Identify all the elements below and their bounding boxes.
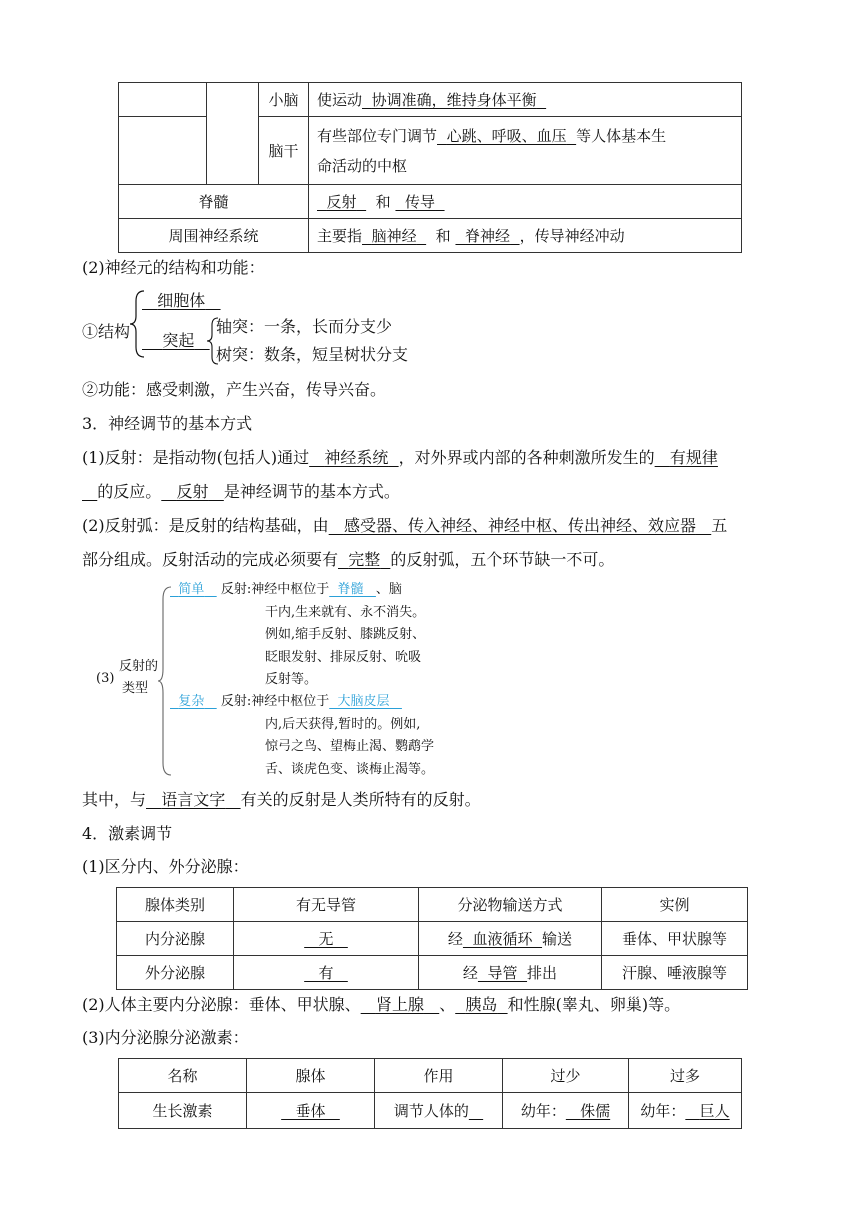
table-cell (207, 83, 259, 185)
answer-blank: 脊神经 (465, 227, 511, 245)
spinal-cord-label: 脊髓 (119, 185, 309, 219)
section-3-heading: 3．神经调节的基本方式 (82, 414, 253, 433)
neuron-function: ②功能：感受刺激，产生兴奋，传导兴奋。 (82, 380, 387, 399)
answer-blank: 传导 (405, 193, 436, 211)
hormone-heading: (3)内分泌腺分泌激素： (82, 1028, 249, 1047)
gland-heading: (1)区分内、外分泌腺： (82, 857, 249, 876)
brainstem-function: 有些部位专门调节 心跳、呼吸、血压 等人体基本生 命活动的中枢 (309, 117, 742, 185)
table-row: 生长激素 垂体 调节人体的 幼年： 侏儒 幼年： 巨人 (119, 1093, 742, 1129)
reflex-arc-line-2: 部分组成。反射活动的完成必须要有 完整 的反射弧，五个环节缺一不可。 (82, 550, 615, 569)
answer-blank: 协调准确，维持身体平衡 (371, 91, 537, 109)
table-cell (119, 117, 207, 185)
language-reflex-line: 其中，与 语言文字 有关的反射是人类所特有的反射。 (82, 790, 481, 809)
peripheral-nervous-label: 周围神经系统 (119, 219, 309, 253)
simple-reflex-block: 简单 反射:神经中枢位于 脊髓 、脑 干内,生来就有、永不消失。 例如,缩手反射、膝跳反射、 眨眼发射、排尿反射、吮吸 反射等。 (170, 579, 450, 692)
gland-header-type: 腺体类别 (117, 888, 234, 922)
brainstem-label: 脑干 (259, 117, 309, 185)
structure-label: ①结构 (82, 322, 131, 341)
reflex-definition-line-2: 的反应。 反射 是神经调节的基本方式。 (97, 482, 400, 501)
nervous-system-table (118, 82, 742, 253)
endocrine-glands-line: (2)人体主要内分泌腺：垂体、甲状腺、 肾上腺 、 胰岛 和性腺(睾丸、卵巢)等。 (82, 995, 681, 1014)
complex-reflex-name: 复杂 (178, 694, 205, 709)
gland-header-example: 实例 (602, 888, 748, 922)
complex-reflex-block: 复杂 反射:神经中枢位于 大脑皮层 内,后天获得,暂时的。例如, 惊弓之鸟、望梅止渴、鹦鹉学 舌、谈虎色变、谈梅止渴等。 (170, 691, 450, 781)
cerebellum-function: 使运动 协调准确，维持身体平衡 (309, 83, 742, 117)
process-blank: 突起 (162, 331, 195, 350)
table-row: 内分泌腺 无 经 血液循环 输送 垂体、甲状腺等 (117, 922, 748, 956)
table-cell (119, 83, 207, 117)
dendrite-text: 树突：数条，短呈树状分支 (216, 345, 409, 364)
reflex-types-label: 反射的 类型 (119, 659, 159, 696)
peripheral-nervous-function: 主要指 脑神经 和 脊神经 ，传导神经冲动 (309, 219, 742, 253)
reflex-arc-line-1: (2)反射弧：是反射的结构基础，由 感受器、传入神经、神经中枢、传出神经、效应器 五 (82, 516, 728, 535)
gland-header-duct: 有无导管 (234, 888, 419, 922)
answer-blank: 反射 (326, 193, 357, 211)
answer-blank: 脑神经 (371, 227, 417, 245)
answer-blank: 心跳、呼吸、血压 (446, 126, 567, 145)
hormone-table: 名称 腺体 作用 过少 过多 生长激素 垂体 调节人体的 幼年： 侏儒 幼年： 巨人 (118, 1058, 742, 1129)
reflex-definition-line-1: (1)反射：是指动物(包括人)通过 神经系统 ，对外界或内部的各种刺激所发生的 有规律 (82, 448, 718, 467)
axon-text: 轴突：一条，长而分支少 (216, 317, 393, 336)
cerebellum-label: 小脑 (259, 83, 309, 117)
neuron-heading: (2)神经元的结构和功能： (82, 258, 265, 277)
section-4-heading: 4．激素调节 (82, 824, 173, 843)
simple-reflex-name: 简单 (178, 582, 205, 597)
reflex-types-number: (3) (96, 671, 115, 686)
gland-header-transport: 分泌物输送方式 (419, 888, 602, 922)
gland-table (116, 887, 748, 990)
table-row: 外分泌腺 有 经 导管 排出 汗腺、唾液腺等 (117, 956, 748, 990)
spinal-cord-function: 反射 和 传导 (309, 185, 742, 219)
cell-body-blank: 细胞体 (157, 291, 206, 310)
